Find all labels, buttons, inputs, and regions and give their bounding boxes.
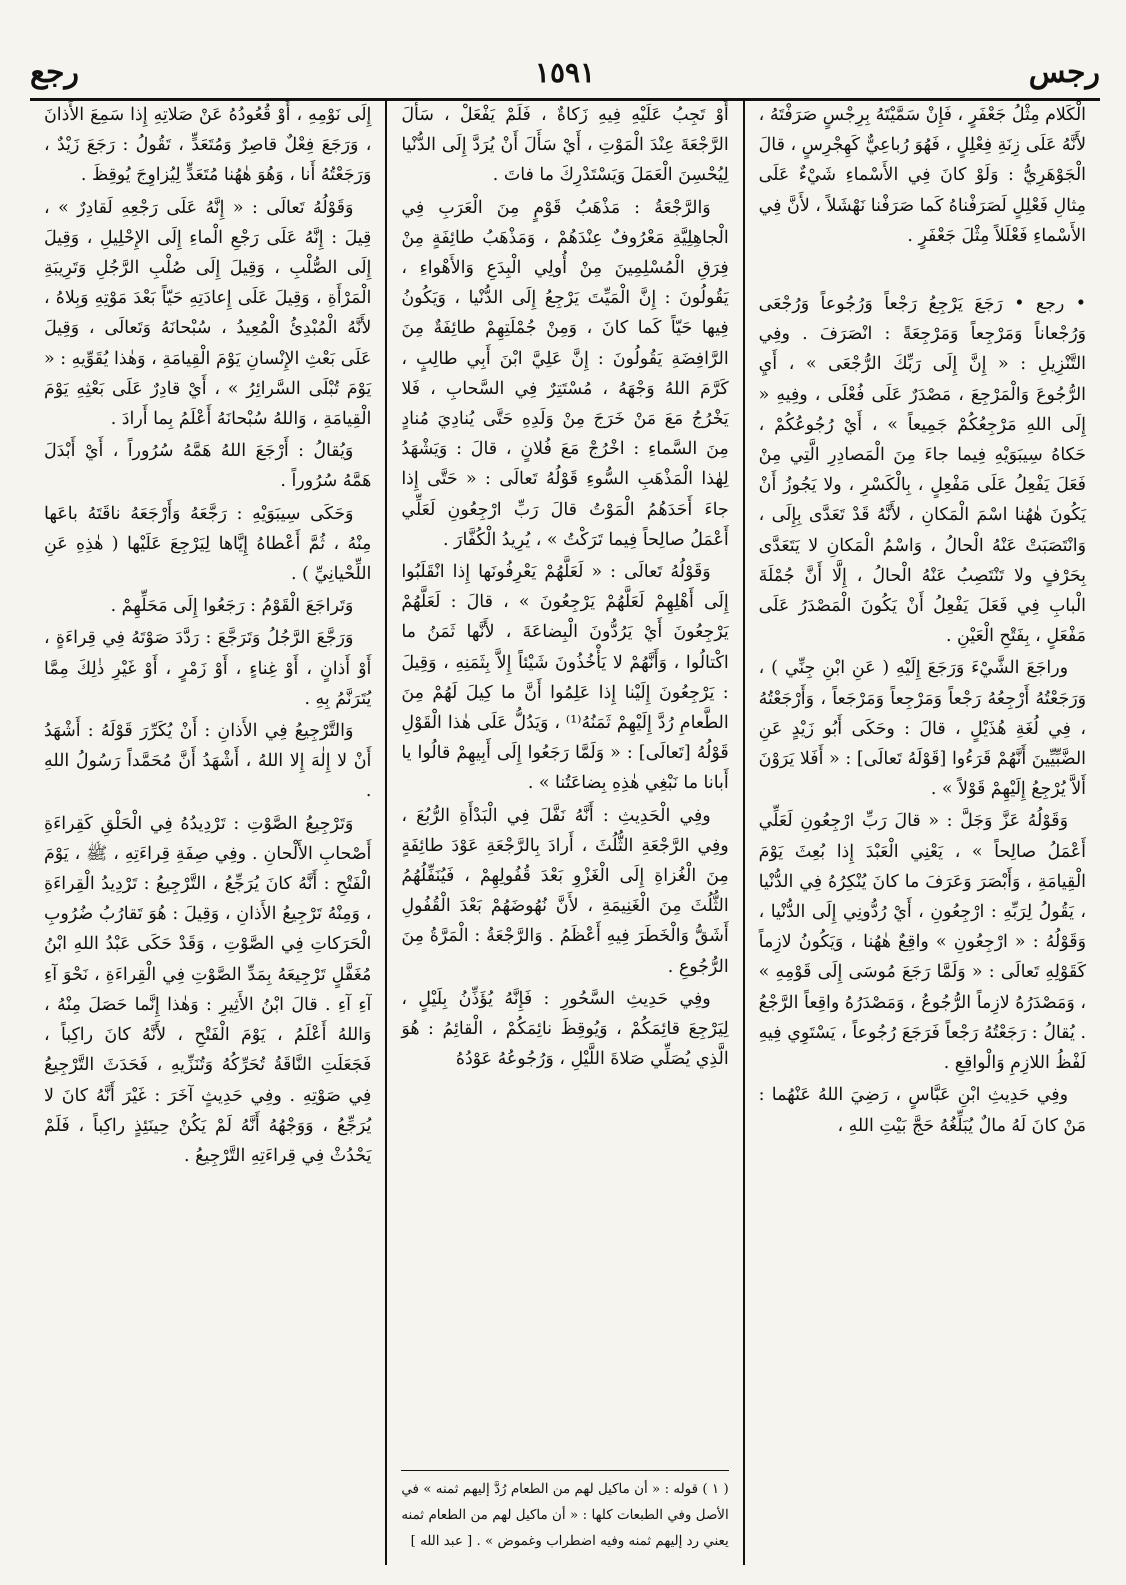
paragraph: وَالرَّجْعَةُ : مَذْهَبُ قَوْمٍ مِنَ الْعَرَبِ فِي الْجاهِلِيَّةِ مَعْرُوفٌ عِنْدَهُمْ ، وَمَذْهَبُ طائِفَةٍ مِنْ فِرَقِ الْمُسْلِمِينَ مِنْ أُولِي الْبِدَعِ وَالأَهْواءِ ، يَقُولُونَ : إِنَّ الْمَيِّتَ يَرْجِعُ إِلَى الدُّنْيا ، وَيَكُونُ فِيها حَيّاً كَما كانَ ، وَمِنْ جُمْلَتِهِمْ طائِفَةٌ مِنَ الرَّافِضَةِ يَقُولُونَ : إِنَّ عَلِيَّ ابْنَ أَبِي طالِبٍ ، كَرَّمَ اللهُ وَجْهَهُ ، مُسْتَتِرٌ فِي السَّحابِ ، فَلا يَخْرُجُ مَعَ مَنْ خَرَجَ مِنْ وَلَدِهِ حَتَّى يُنادِيَ مُنادٍ مِنَ السَّماءِ : اخْرُجْ مَعَ فُلانٍ ، قالَ : وَيَشْهَدُ لِهٰذا الْمَذْهَبِ السُّوءِ قَوْلُهُ تَعالَى : « حَتَّى إِذا جاءَ أَحَدَهُمُ الْمَوْتُ قالَ رَبِّ ارْجِعُونِ لَعَلِّي أَعْمَلُ صالِحاً فِيما تَرَكْتُ » ، يُرِيدُ الْكُفَّارَ .: [401, 197, 729, 550]
header-root-right: رجس: [1028, 55, 1100, 90]
text-columns: [30, 100, 1100, 1565]
paragraph: وَقَوْلُهُ تَعالَى : « لَعَلَّهُمْ يَعْرِفُونَها إِذا انْقَلَبُوا إِلَى أَهْلِهِمْ لَعَلَّهُمْ يَرْجِعُونَ » ، قالَ : لَعَلَّهُمْ يَرْجِعُونَ أَيْ يَرُدُّونَ الْبِضاعَةَ ، لأَنَّها ثَمَنُ ما اكْتالُوا ، وَأَنَّهُمْ لا يَأْخُذُونَ شَيْئاً إِلاَّ بِثَمَنِهِ ، وَقِيلَ : يَرْجِعُونَ إِلَيْنا إِذا عَلِمُوا أَنَّ ما كِيلَ لَهُمْ مِنَ الطَّعامِ رُدَّ إِلَيْهِمْ ثَمَنُهُ⁽¹⁾ ، وَيَدُلُّ عَلَى هٰذا الْقَوْلِ قَوْلُهُ [تَعالَى] : « وَلَمَّا رَجَعُوا إِلَى أَبِيهِمْ قالُوا يا أَبانا ما نَبْغِي هٰذِهِ بِضاعَتُنا » .: [401, 562, 729, 794]
page-number: ١٥٩١: [534, 56, 596, 89]
paragraph: وفِي الْحَدِيثِ : أَنَّهُ نَفَّلَ فِي الْبَدْأَةِ الرُّبُعَ ، وفِي الرَّجْعَةِ الثُّلُثَ ، أَرادَ بِالرَّجْعَةِ عَوْدَ طائِفَةٍ مِنَ الْغُزاةِ إِلَى الْغَزْوِ بَعْدَ قُفُولِهِمْ ، فَيُنَفِّلُهُمُ الثُّلُثَ مِنَ الْغَنِيمَةِ ، لأَنَّ نُهُوضَهُمْ بَعْدَ الْقُفُولِ أَشَقُّ وَالْخَطَرَ فِيهِ أَعْظَمُ . وَالرَّجْعَةُ : الْمَرَّةُ مِنَ الرُّجُوعِ .: [401, 805, 729, 977]
paragraph: وَحَكَى سِيبَوَيْهِ : رَجَّعَهُ وَأَرْجَعَهُ ناقَتَهُ باعَها مِنْهُ ، ثُمَّ أَعْطاهُ إِيَّاها لِيَرْجِعَ عَلَيْها ( هٰذِهِ عَنِ اللِّحْيانِيِّ ) .: [44, 503, 372, 585]
paragraph: إِلَى نَوْمِهِ ، أَوْ قُعُودُهُ عَنْ صَلاتِهِ إِذا سَمِعَ الأَذانَ ، وَرَجَعَ فِعْلٌ قاصِرٌ وَمُتَعَدٍّ ، تَقُولُ : رَجَعَ زَيْدٌ ، وَرَجَعْتُهُ أَنا ، وَهُوَ هٰهُنا مُتَعَدٍّ لِيُزاوِجَ يُوقِظَ .: [44, 105, 372, 186]
entry-separator: [759, 253, 1086, 289]
paragraph: وَيُقالُ : أَرْجَعَ اللهُ هَمَّهُ سُرُوراً ، أَيْ أَبْدَلَ هَمَّهُ سُرُوراً .: [44, 441, 372, 492]
paragraph: وَقَوْلُهُ تَعالَى : « إِنَّهُ عَلَى رَجْعِهِ لَقادِرٌ » ، قِيلَ : إِنَّهُ عَلَى رَجْعِ الْماءِ إِلَى الإِحْلِيلِ ، وَقِيلَ إِلَى الصُّلْبِ ، وَقِيلَ إِلَى صُلْبِ الرَّجُلِ وَتَرِيبَةِ الْمَرْأَةِ ، وَقِيلَ عَلَى إِعادَتِهِ حَيّاً بَعْدَ مَوْتِهِ وَبِلاهُ ، لأَنَّهُ الْمُبْدِئُ الْمُعِيدُ ، سُبْحانَهُ وَتَعالَى ، وَقِيلَ عَلَى بَعْثِ الإِنْسانِ يَوْمَ الْقِيامَةِ ، وَهٰذا يُقَوِّيهِ : « يَوْمَ تُبْلَى السَّرائِرُ » ، أَيْ قادِرٌ عَلَى بَعْثِهِ يَوْمَ الْقِيامَةِ ، وَاللهُ سُبْحانَهُ أَعْلَمُ بِما أَرادَ .: [44, 197, 372, 430]
paragraph: وراجَعَ الشَّيْءَ وَرَجَعَ إِلَيْهِ ( عَنِ ابْنِ جِنِّي ) ، وَرَجَعْتُهُ أَرْجِعُهُ رَجْعاً وَمَرْجِعاً وَمَرْجَعاً ، وَأَرْجَعْتُهُ ، فِي لُغَةِ هُذَيْلٍ ، قالَ : وحَكَى أَبُو زَيْدٍ عَنِ الضَّبِّيِّينَ أَنَّهُمْ قَرَءُوا [قَوْلَهُ تَعالَى] : « أَفَلا يَرَوْنَ أَلاَّ يُرْجِعُ إِلَيْهِمْ قَوْلاً » .: [758, 658, 1086, 800]
entry-rj-paragraph: • رجع • رَجَعَ يَرْجِعُ رَجْعاً وَرُجُوعاً وَرُجْعَى وَرُجْعاناً وَمَرْجِعاً وَمَرْجِعَةً : انْصَرَفَ . وفِي التَّنْزِيلِ : « إِنَّ إِلَى رَبِّكَ الرُّجْعَى » ، أَيِ الرُّجُوعَ وَالْمَرْجِعَ ، مَصْدَرٌ عَلَى فُعْلَى ، وفِيهِ « إِلَى اللهِ مَرْجِعُكُمْ جَمِيعاً » ، أَيْ رُجُوعُكُمْ ، حَكاهُ سِيبَوَيْهِ فِيما جاءَ مِنَ الْمَصادِرِ الَّتِي مِنْ فَعَلَ يَفْعِلُ عَلَى مَفْعِلٍ ، بِالْكَسْرِ ، ولا يَجُوزُ أَنْ يَكُونَ هٰهُنا اسْمَ الْمَكانِ ، لأَنَّهُ قَدْ تَعَدَّى بِإِلَى ، وَانْتَصَبَتْ عَنْهُ الْحالُ ، وَاسْمُ الْمَكانِ لا يَتَعَدَّى بِحَرْفٍ ولا تَنْتَصِبُ عَنْهُ الْحالُ ، إِلَّا أَنَّ جُمْلَةَ الْبابِ فِي فَعَلَ يَفْعِلُ أَنْ يَكُونَ الْمَصْدَرُ عَلَى مَفْعَلٍ ، بِفَتْحِ الْعَيْنِ .: [758, 294, 1086, 647]
paragraph: الْكَلام مِثْلُ جَعْفَرٍ ، فَإِنْ سَمَّيْتَهُ بِرِجْسٍ صَرَفْتَهُ ، لأَنَّهُ عَلَى زِنَةِ فِعْلِلٍ ، فَهُوَ رُباعِيٌّ كَهِجْرِسٍ ، قالَ الْجَوْهَرِيُّ : وَلَوْ كانَ فِي الأَسْماءِ شَيْءٌ عَلَى مِثالِ فَعْلِلٍ لَصَرَفْناهُ كَما صَرَفْنا نَهْشَلاً ، لأَنَّ فِي الأَسْماءِ فَعْلَلاً مِثْلَ جَعْفَرٍ .: [758, 105, 1086, 246]
header-root-left: رجع: [30, 55, 79, 90]
paragraph: وفِي حَدِيثِ السَّحُورِ : فَإِنَّهُ يُؤَذِّنُ بِلَيْلٍ ، لِيَرْجِعَ قائِمَكُمْ ، وَيُوقِظَ نائِمَكُمْ ، الْقائِمُ : هُوَ الَّذِي يُصَلِّي صَلاةَ اللَّيْلِ ، وَرُجُوعُهُ عَوْدُهُ: [401, 988, 729, 1070]
column-right: [745, 100, 1100, 1565]
column-left: [30, 100, 387, 1565]
paragraph: وَقَوْلُهُ عَزَّ وَجَلَّ : « قالَ رَبِّ ارْجِعُونِ لَعَلِّي أَعْمَلُ صالِحاً » ، يَعْنِي الْعَبْدَ إِذا بُعِثَ يَوْمَ الْقِيامَةِ ، وَأَبْصَرَ وَعَرَفَ ما كانَ يُنْكِرُهُ فِي الدُّنْيا ، يَقُولُ لِرَبِّهِ : ارْجِعُونِ ، أَيْ رُدُّونِي إِلَى الدُّنْيا ، وَقَوْلُهُ : « ارْجِعُونِ » واقِعٌ هٰهُنا ، وَيَكُونُ لازِماً كَقَوْلِهِ تَعالَى : « وَلَمَّا رَجَعَ مُوسَى إِلَى قَوْمِهِ » ، وَمَصْدَرُهُ لازِماً الرُّجُوعُ ، وَمَصْدَرُهُ واقِعاً الرَّجْعُ . يُقالُ : رَجَعْتُهُ رَجْعاً فَرَجَعَ رُجُوعاً ، يَسْتَوِي فِيهِ لَفْظُ اللازِمِ وَالْواقِعِ .: [758, 811, 1086, 1074]
paragraph: وَالتَّرْجِيعُ فِي الأَذانِ : أَنْ يُكَرِّرَ قَوْلَهُ : أَشْهَدُ أَنْ لا إِلٰهَ إِلا اللهُ ، أَشْهَدُ أَنَّ مُحَمَّداً رَسُولُ اللهِ .: [44, 721, 372, 802]
paragraph: وَرَجَّعَ الرَّجُلُ وَتَرَجَّعَ : رَدَّدَ صَوْتَهُ فِي قِراءَةٍ ، أَوْ أَذانٍ ، أَوْ غِناءٍ ، أَوْ زَمْرٍ ، أَوْ غَيْرِ ذٰلِكَ مِمَّا يُتَرَنَّمُ بِهِ .: [44, 628, 372, 709]
paragraph: وفِي حَدِيثِ ابْنِ عَبَّاسٍ ، رَضِيَ اللهُ عَنْهُما : مَنْ كانَ لَهُ مالٌ يُبَلِّغُهُ حَجَّ بَيْتِ اللهِ ،: [758, 1085, 1086, 1136]
paragraph: وَتَراجَعَ الْقَوْمُ : رَجَعُوا إِلَى مَحَلِّهِمْ .: [110, 596, 354, 617]
column-middle: [387, 100, 744, 1565]
paragraph: وَتَرْجِيعُ الصَّوْتِ : تَرْدِيدُهُ فِي الْحَلْقِ كَقِراءَةِ أَصْحابِ الأَلْحانِ . وفِي صِفَةِ قِراءَتِهِ ، ﷺ ، يَوْمَ الْفَتْحِ : أَنَّهُ كانَ يُرَجِّعُ ، التَّرْجِيعُ : تَرْدِيدُ الْقِراءَةِ ، وَمِنْهُ تَرْجِيعُ الأَذانِ ، وَقِيلَ : هُوَ تَقارُبُ ضُرُوبِ الْحَرَكاتِ فِي الصَّوْتِ ، وَقَدْ حَكَى عَبْدُ اللهِ ابْنُ مُغَفَّلٍ تَرْجِيعَهُ بِمَدِّ الصَّوْتِ فِي الْقِراءَةِ ، نَحْوَ آءِ آءِ آءِ . قالَ ابْنُ الأَثِيرِ : وَهٰذا إِنَّما حَصَلَ مِنْهُ ، وَاللهُ أَعْلَمُ ، يَوْمَ الْفَتْحِ ، لأَنَّهُ كانَ راكِباً ، فَجَعَلَتِ النَّاقَةُ تُحَرِّكُهُ وَتُنَزِّيهِ ، فَحَدَثَ التَّرْجِيعُ فِي صَوْتِهِ . وفِي حَدِيثٍ آخَرَ : غَيْرَ أَنَّهُ كانَ لا يُرَجِّعُ ، وَوَجْهُهُ أَنَّهُ لَمْ يَكُنْ حِينَئِذٍ راكِباً ، فَلَمْ يَحْدُثْ فِي قِراءَتِهِ التَّرْجِيعُ .: [44, 813, 372, 1166]
footnote: ( ١ ) قوله : « أن ماكيل لهم من الطعام رُدَّ إليهم ثمنه » في الأصل وفي الطبعات كلها : « أن ماكيل لهم من الطعام ثمنه يعني رد إليهم ثمنه وفيه اضطراب وغموض » . [ عبد الله ]: [401, 1470, 728, 1555]
paragraph: أَوْ تَجِبُ عَلَيْهِ فِيهِ زَكاةٌ ، فَلَمْ يَفْعَلْ ، سَأَلَ الرَّجْعَةَ عِنْدَ الْمَوْتِ ، أَيْ سَأَلَ أَنْ يُرَدَّ إِلَى الدُّنْيا لِيُحْسِنَ الْعَمَلَ وَيَسْتَدْرِكَ ما فاتَ .: [401, 105, 729, 186]
page-header: [30, 52, 1100, 101]
